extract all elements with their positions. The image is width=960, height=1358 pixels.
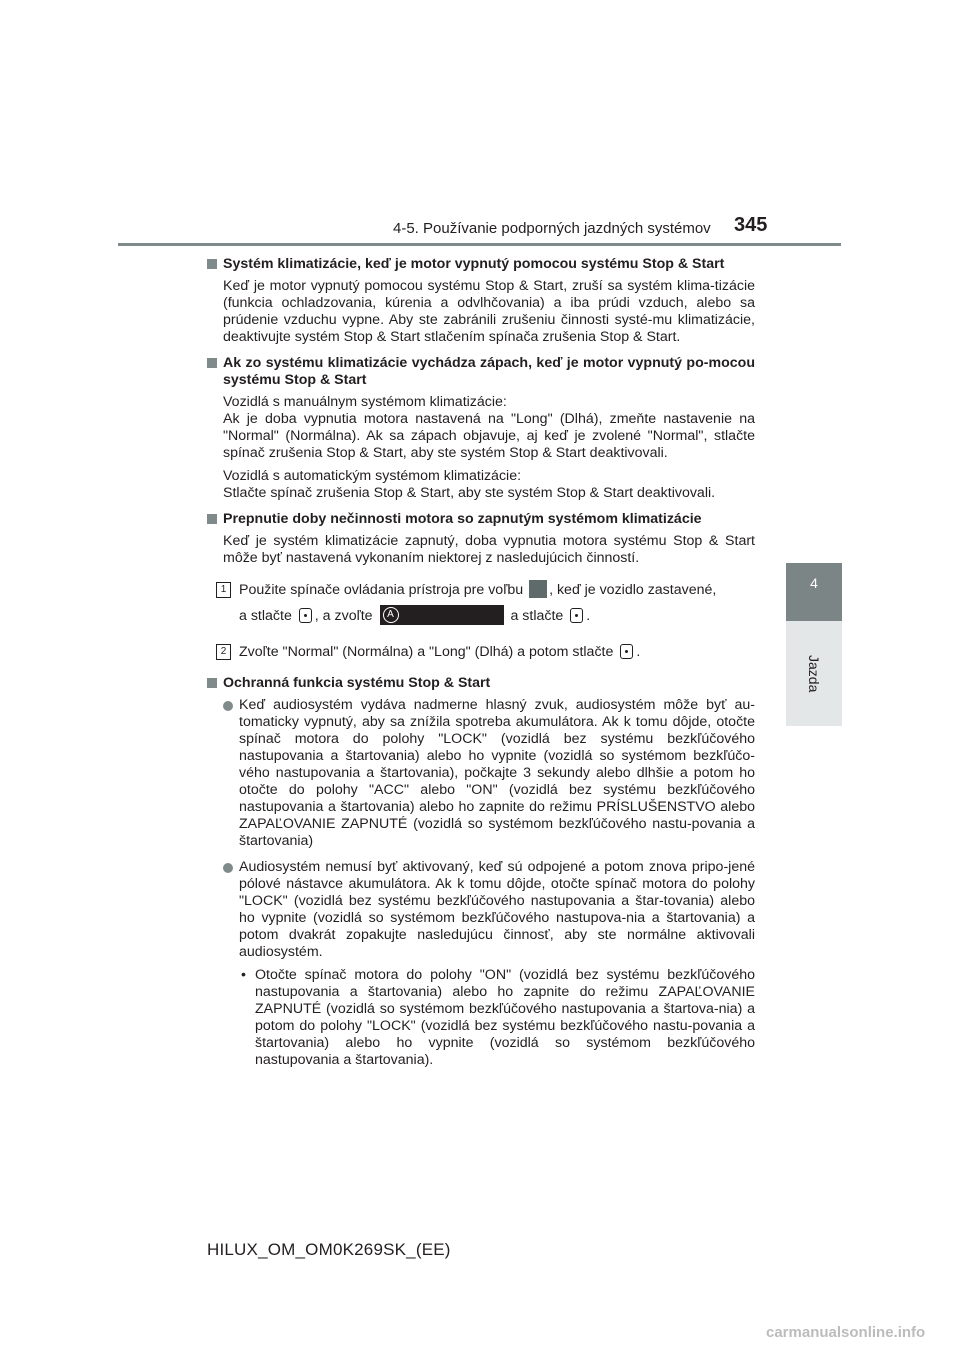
square-bullet-icon [207, 358, 217, 368]
list-item [223, 697, 755, 850]
paragraph: Vozidlá s automatickým systémom klimatizácie: [223, 468, 522, 484]
step-text: . [586, 608, 591, 624]
section-heading-text: Prepnutie doby nečinnosti motora so zapnutým systémom klimatizácie [223, 511, 702, 527]
step-text: a stlačte [239, 608, 292, 624]
sub-list-item-text: Otočte spínač motora do polohy "ON" (vozidlá bez systému bezkľúčového nastupovania a štartovania) alebo ho zapnite do režimu ZAPAĽOVANIE ZAPNUTÉ (vozidlá so systémom bezkľúčového nastupovania a štartova-nia) a potom do polohy "LOCK" (vozidlá bez systému bezkľúčového nastu-povania a štartovania) alebo ho vypnite (vozidlá so systémom bezkľúčového nastupovania a štartovania). [255, 967, 755, 1068]
section-heading-text: Ak zo systému klimatizácie vychádza zápach, keď je motor vypnutý po-mocou systému Stop & Start [223, 355, 755, 388]
paragraph: Stlačte spínač zrušenia Stop & Start, aby ste systém Stop & Start deaktivovali. [223, 485, 716, 501]
paragraph: Vozidlá s manuálnym systémom klimatizácie: [223, 394, 507, 410]
paragraph: Keď je motor vypnutý pomocou systému Stop & Start, zruší sa systém klima-tizácie (funkcia ochladzovania, kúrenia a odvlhčovania) a iba prúdi vzduch, alebo sa prúdenie vzduchu vypne. Aby ste zabránili zrušeniu činnosti systé-mu klimatizácie, deaktivujte systém Stop & Start stlačením spínača zrušenia Stop & Start. [223, 278, 755, 345]
chapter-number: 4 [810, 575, 818, 591]
section-heading-text: Ochranná funkcia systému Stop & Start [223, 675, 491, 691]
section-header-title: 4-5. Používanie podporných jazdných systémov [393, 220, 711, 237]
step-text: Použite spínače ovládania prístroja pre voľbu [239, 582, 524, 598]
header-rule [118, 243, 841, 246]
settings-gear-icon [529, 580, 547, 598]
chapter-label: Jazda [806, 655, 822, 693]
paragraph: Ak je doba vypnutia motora nastavená na "Long" (Dlhá), zmeňte nastavenie na "Normal" (Normálna). Ak sa zápach objavuje, aj keď je zvolené "Normal", stlačte spínač zrušenia Stop & Start, aby ste systém Stop & Start deaktivovali. [223, 411, 755, 461]
round-bullet-icon [223, 863, 233, 873]
enter-button-icon [570, 608, 583, 623]
step-text: a stlačte [510, 608, 564, 624]
section-heading [207, 256, 755, 273]
step-number-box: 2 [216, 644, 231, 660]
step-2 [207, 639, 755, 665]
document-code: HILUX_OM_OM0K269SK_(EE) [207, 1240, 451, 1259]
enter-button-icon [620, 644, 633, 659]
step-number-box: 1 [216, 582, 231, 598]
display-menu-item-icon [380, 605, 504, 625]
chapter-tab [786, 563, 842, 621]
step-text: , a zvoľte [314, 608, 373, 624]
square-bullet-icon [207, 678, 217, 688]
step-text: . [636, 644, 641, 660]
square-bullet-icon [207, 514, 217, 524]
enter-button-icon [299, 608, 312, 623]
step-text: Zvoľte "Normal" (Normálna) a "Long" (Dlhá) a potom stlačte [239, 644, 614, 660]
section-heading [207, 355, 755, 389]
auto-stop-start-icon: A [383, 607, 399, 623]
paragraph: Keď je systém klimatizácie zapnutý, doba vypnutia motora systému Stop & Start môže byť nastavená vykonaním niektorej z nasledujúcich činností. [223, 533, 755, 566]
page-content [207, 256, 755, 1069]
square-bullet-icon [207, 259, 217, 269]
watermark: carmanualsonline.info [766, 1324, 926, 1341]
step-1 [207, 577, 755, 629]
round-bullet-icon [223, 701, 233, 711]
section-heading-text: Systém klimatizácie, keď je motor vypnutý pomocou systému Stop & Start [223, 256, 725, 272]
sub-list-item [239, 967, 755, 1069]
section-heading [207, 675, 755, 692]
page-number: 345 [734, 214, 768, 236]
step-text: , keď je vozidlo zastavené, [549, 582, 717, 598]
list-item-text: Audiosystém nemusí byť aktivovaný, keď sú odpojené a potom znova pripo-jené pólové nástavce akumulátora. Ak k tomu dôjde, otočte spínač motora do polohy "LOCK" (vozidlá bez systému bezkľúčového nastupovania a štar-tovania) alebo ho vypnite (vozidlá so systémom bezkľúčového nastupova-nia a štartovania) a potom dvakrát zopakujte nasledujúcu činnosť, aby ste normálne aktivovali audiosystém. [239, 859, 755, 960]
list-item [223, 859, 755, 961]
section-heading [207, 511, 755, 528]
sub-bullet-mark: • [241, 967, 246, 983]
list-item-text: Keď audiosystém vydáva nadmerne hlasný zvuk, audiosystém môže byť au-tomaticky vypnutý, aby sa znížila spotreba akumulátora. Ak k tomu dôjde, otočte spínač motora do polohy "LOCK" (vozidlá bez systému bezkľúčového nastupovania a štartovania) alebo ho vypnite (vozidlá so systémom bezkľúčo-vého nastupovania a štartovania), počkajte 3 sekundy alebo dlhšie a potom ho otočte do polohy "ACC" alebo "ON" (vozidlá bez systému bezkľúčového nastupovania a štartovania) alebo ho zapnite do režimu PRÍSLUŠENSTVO alebo ZAPAĽOVANIE ZAPNUTÉ (vozidlá so systémom bezkľúčového nastu-povania a štartovania) [239, 697, 755, 849]
